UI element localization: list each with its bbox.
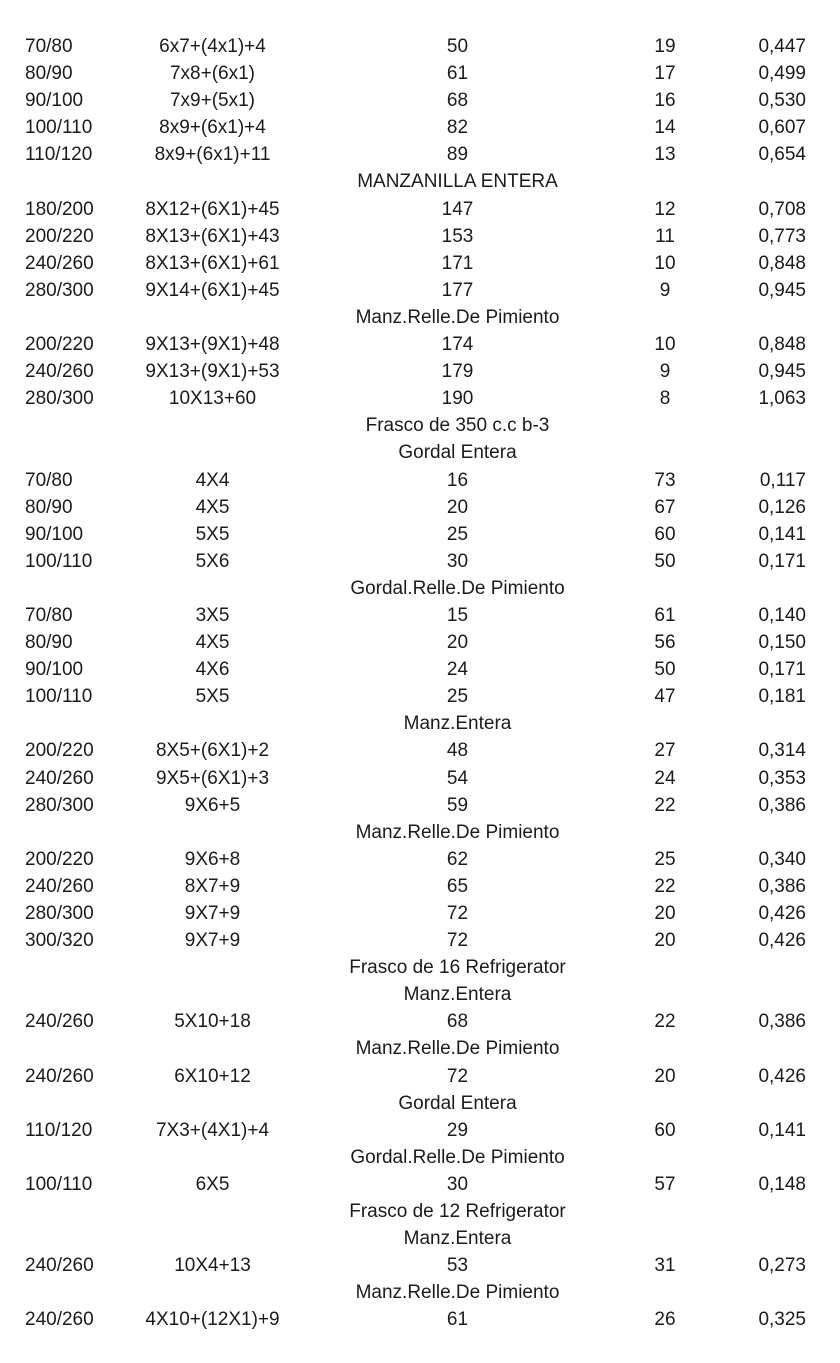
cell-units: 25 — [446, 686, 469, 708]
cell-size-range: 90/100 — [25, 659, 84, 681]
table-row — [0, 656, 806, 683]
cell-size-range: 280/300 — [25, 794, 94, 816]
cell-value: 0,117 — [759, 469, 806, 491]
cell-value: 0,654 — [758, 144, 806, 166]
table-row — [0, 60, 806, 87]
cell-count: 20 — [654, 930, 676, 952]
cell-units: 177 — [441, 279, 474, 301]
cell-value: 0,773 — [758, 225, 806, 247]
cell-units: 30 — [446, 550, 469, 572]
cell-value: 0,530 — [758, 90, 806, 112]
cell-units: 20 — [446, 496, 469, 518]
cell-units: 54 — [446, 767, 469, 789]
section-header: Manz.Relle.De Pimiento — [355, 821, 560, 843]
cell-count: 67 — [654, 496, 676, 518]
cell-size-range: 70/80 — [25, 36, 73, 57]
cell-value: 0,141 — [758, 1119, 806, 1141]
cell-units: 174 — [441, 334, 474, 356]
cell-value: 0,181 — [758, 686, 806, 708]
cell-arrangement: 9X13+(9X1)+53 — [145, 361, 280, 383]
section-header-row — [0, 1225, 806, 1252]
cell-value: 0,386 — [758, 794, 806, 816]
section-header: Frasco de 16 Refrigerator — [349, 957, 566, 979]
cell-value: 0,447 — [758, 36, 806, 57]
cell-size-range: 110/120 — [25, 1119, 93, 1141]
section-header: Manz.Relle.De Pimiento — [355, 1038, 560, 1060]
cell-units: 53 — [446, 1255, 469, 1277]
cell-count: 12 — [654, 198, 676, 220]
cell-count: 61 — [654, 604, 676, 626]
cell-arrangement: 5X6 — [195, 550, 230, 572]
cell-value: 0,171 — [758, 550, 806, 572]
cell-units: 16 — [446, 469, 469, 491]
section-header-row — [0, 1279, 806, 1306]
cell-arrangement: 4X5 — [195, 632, 230, 654]
section-header: Manz.Entera — [403, 984, 512, 1006]
table-row — [0, 602, 806, 629]
section-header-row — [0, 439, 806, 466]
cell-count: 20 — [654, 903, 676, 924]
cell-count: 10 — [654, 252, 676, 274]
cell-units: 82 — [446, 117, 469, 139]
section-header-row — [0, 1035, 806, 1062]
cell-count: 22 — [654, 794, 676, 816]
cell-count: 73 — [654, 469, 676, 491]
cell-arrangement: 9X14+(6X1)+45 — [145, 279, 280, 301]
cell-units: 72 — [446, 903, 469, 924]
cell-size-range: 240/260 — [25, 1309, 94, 1331]
cell-units: 59 — [446, 794, 469, 816]
cell-size-range: 240/260 — [25, 252, 94, 274]
section-header-row — [0, 981, 806, 1008]
cell-units: 20 — [446, 632, 469, 654]
cell-size-range: 200/220 — [25, 334, 94, 356]
section-header-row — [0, 412, 806, 439]
table-row — [0, 114, 806, 141]
cell-size-range: 200/220 — [25, 848, 94, 870]
cell-units: 50 — [446, 36, 469, 57]
cell-count: 19 — [654, 36, 676, 57]
table-row — [0, 1117, 806, 1144]
cell-units: 147 — [441, 198, 474, 220]
cell-size-range: 100/110 — [25, 1173, 93, 1195]
cell-units: 179 — [441, 361, 474, 383]
cell-value: 0,848 — [758, 334, 806, 356]
cell-count: 47 — [654, 686, 676, 708]
cell-arrangement: 5X5 — [195, 686, 230, 708]
cell-size-range: 280/300 — [25, 388, 94, 410]
cell-count: 8 — [659, 388, 671, 410]
cell-count: 27 — [654, 740, 676, 762]
cell-count: 10 — [654, 334, 676, 356]
table-row — [0, 385, 806, 412]
cell-arrangement: 5X5 — [195, 523, 230, 545]
section-header: Frasco de 350 c.c b-3 — [365, 415, 550, 437]
cell-count: 20 — [654, 1065, 676, 1087]
table-row — [0, 494, 806, 521]
section-header: Gordal Entera — [398, 442, 517, 464]
cell-count: 14 — [654, 117, 676, 139]
cell-arrangement: 3X5 — [195, 604, 230, 626]
cell-units: 25 — [446, 523, 469, 545]
cell-units: 61 — [446, 63, 469, 85]
cell-units: 15 — [446, 604, 469, 626]
cell-arrangement: 8X13+(6X1)+43 — [145, 225, 280, 247]
section-header-row — [0, 954, 806, 981]
cell-value: 0,945 — [758, 279, 806, 301]
section-header-row — [0, 710, 806, 737]
table-row — [0, 737, 806, 764]
cell-arrangement: 6x7+(4x1)+4 — [159, 36, 266, 57]
table-row — [0, 548, 806, 575]
section-header: Frasco de 12 Refrigerator — [349, 1201, 566, 1223]
cell-units: 61 — [446, 1309, 469, 1331]
cell-arrangement: 10X13+60 — [168, 388, 257, 410]
cell-count: 50 — [654, 550, 676, 572]
cell-units: 65 — [446, 875, 469, 897]
cell-value: 0,340 — [758, 848, 806, 870]
cell-arrangement: 4X4 — [195, 469, 230, 491]
cell-value: 0,426 — [758, 903, 806, 924]
table-row — [0, 927, 806, 954]
cell-size-range: 110/120 — [25, 144, 93, 166]
cell-arrangement: 9X6+5 — [184, 794, 241, 816]
section-header: Manz.Entera — [403, 1228, 512, 1250]
cell-count: 9 — [659, 279, 671, 301]
cell-value: 0,426 — [758, 1065, 806, 1087]
cell-count: 22 — [654, 875, 676, 897]
cell-arrangement: 8X12+(6X1)+45 — [145, 198, 280, 220]
cell-value: 0,140 — [758, 604, 806, 626]
table-row — [0, 683, 806, 710]
cell-arrangement: 9X7+9 — [184, 903, 241, 924]
cell-value: 0,708 — [758, 198, 806, 220]
cell-value: 0,150 — [758, 632, 806, 654]
section-header: Gordal.Relle.De Pimiento — [350, 577, 565, 599]
cell-size-range: 200/220 — [25, 225, 94, 247]
cell-size-range: 280/300 — [25, 279, 94, 301]
cell-count: 13 — [654, 144, 676, 166]
section-header: Manz.Entera — [403, 713, 512, 735]
table-row — [0, 792, 806, 819]
cell-arrangement: 8X5+(6X1)+2 — [155, 740, 270, 762]
cell-count: 22 — [654, 1011, 676, 1033]
table-row — [0, 629, 806, 656]
cell-count: 9 — [659, 361, 671, 383]
table-row — [0, 223, 806, 250]
cell-size-range: 100/110 — [25, 686, 93, 708]
cell-size-range: 240/260 — [25, 875, 94, 897]
cell-arrangement: 7X3+(4X1)+4 — [155, 1119, 270, 1141]
cell-count: 17 — [654, 63, 676, 85]
cell-value: 0,148 — [758, 1173, 806, 1195]
cell-arrangement: 9X7+9 — [184, 930, 241, 952]
table-row — [0, 765, 806, 792]
cell-size-range: 100/110 — [25, 117, 93, 139]
cell-arrangement: 8x9+(6x1)+4 — [159, 117, 266, 139]
table-row — [0, 1252, 806, 1279]
cell-arrangement: 10X4+13 — [174, 1255, 251, 1277]
cell-units: 89 — [446, 144, 469, 166]
cell-count: 24 — [654, 767, 676, 789]
cell-size-range: 240/260 — [25, 1011, 94, 1033]
cell-units: 29 — [446, 1119, 469, 1141]
cell-arrangement: 4X10+(12X1)+9 — [145, 1309, 280, 1331]
cell-value: 0,426 — [758, 930, 806, 952]
cell-size-range: 280/300 — [25, 903, 94, 924]
cell-size-range: 70/80 — [25, 604, 73, 626]
cell-count: 57 — [654, 1173, 676, 1195]
cell-value: 0,273 — [758, 1255, 806, 1277]
cell-size-range: 240/260 — [25, 1065, 94, 1087]
section-header: Gordal.Relle.De Pimiento — [350, 1146, 565, 1168]
cell-size-range: 90/100 — [25, 523, 84, 545]
cell-size-range: 90/100 — [25, 90, 84, 112]
cell-units: 171 — [441, 252, 474, 274]
cell-units: 68 — [446, 1011, 469, 1033]
table-row — [0, 33, 806, 60]
cell-value: 0,314 — [758, 740, 806, 762]
cell-units: 68 — [446, 90, 469, 112]
cell-arrangement: 6X10+12 — [174, 1065, 251, 1087]
table-row — [0, 521, 806, 548]
section-header-row — [0, 168, 806, 195]
cell-size-range: 180/200 — [25, 198, 94, 220]
table-row — [0, 900, 806, 927]
cell-arrangement: 4X6 — [195, 659, 230, 681]
cell-arrangement: 8x9+(6x1)+11 — [154, 144, 271, 166]
section-header-row — [0, 304, 806, 331]
cell-count: 60 — [654, 1119, 676, 1141]
cell-size-range: 300/320 — [25, 930, 94, 952]
cell-count: 11 — [655, 225, 675, 247]
cell-size-range: 70/80 — [25, 469, 73, 491]
cell-units: 72 — [446, 930, 469, 952]
cell-size-range: 240/260 — [25, 1255, 94, 1277]
cell-arrangement: 4X5 — [195, 496, 230, 518]
cell-units: 48 — [446, 740, 469, 762]
table-row — [0, 331, 806, 358]
cell-units: 153 — [441, 225, 474, 247]
section-header: Manz.Relle.De Pimiento — [355, 1282, 560, 1304]
table-row — [0, 196, 806, 223]
section-header: MANZANILLA ENTERA — [357, 171, 558, 193]
cell-arrangement: 9X13+(9X1)+48 — [145, 334, 280, 356]
cell-count: 31 — [654, 1255, 676, 1277]
cell-units: 30 — [446, 1173, 469, 1195]
table-row — [0, 846, 806, 873]
cell-value: 0,171 — [758, 659, 806, 681]
cell-value: 0,607 — [758, 117, 806, 139]
cell-arrangement: 9X6+8 — [184, 848, 241, 870]
cell-value: 0,848 — [758, 252, 806, 274]
cell-value: 0,325 — [758, 1309, 806, 1331]
table-row — [0, 87, 806, 114]
cell-arrangement: 7x8+(6x1) — [169, 63, 256, 85]
cell-size-range: 100/110 — [25, 550, 93, 572]
cell-arrangement: 5X10+18 — [174, 1011, 251, 1033]
cell-value: 0,499 — [758, 63, 806, 85]
cell-value: 0,126 — [758, 496, 806, 518]
section-header-row — [0, 1144, 806, 1171]
cell-units: 24 — [446, 659, 469, 681]
section-header-row — [0, 819, 806, 846]
table-row — [0, 1063, 806, 1090]
cell-value: 0,353 — [758, 767, 806, 789]
cell-size-range: 240/260 — [25, 361, 94, 383]
cell-arrangement: 6X5 — [195, 1173, 230, 1195]
cell-value: 0,386 — [758, 875, 806, 897]
cell-value: 0,945 — [758, 361, 806, 383]
cell-units: 72 — [446, 1065, 469, 1087]
table-row — [0, 1008, 806, 1035]
cell-size-range: 80/90 — [25, 632, 73, 654]
cell-units: 62 — [446, 848, 469, 870]
table-row — [0, 141, 806, 168]
section-header-row — [0, 575, 806, 602]
table-row — [0, 277, 806, 304]
cell-count: 16 — [654, 90, 676, 112]
cell-arrangement: 8X13+(6X1)+61 — [145, 252, 280, 274]
cell-value: 0,141 — [758, 523, 806, 545]
table-row — [0, 1171, 806, 1198]
table-row — [0, 1306, 806, 1333]
cell-size-range: 80/90 — [25, 496, 73, 518]
cell-size-range: 200/220 — [25, 740, 94, 762]
table-row — [0, 358, 806, 385]
cell-arrangement: 7x9+(5x1) — [169, 90, 256, 112]
cell-count: 25 — [654, 848, 676, 870]
cell-count: 60 — [654, 523, 676, 545]
cell-value: 1,063 — [758, 388, 806, 410]
section-header: Gordal Entera — [398, 1092, 517, 1114]
cell-value: 0,386 — [758, 1011, 806, 1033]
section-header-row — [0, 1198, 806, 1225]
cell-count: 26 — [654, 1309, 676, 1331]
cell-arrangement: 8X7+9 — [184, 875, 241, 897]
cell-size-range: 240/260 — [25, 767, 94, 789]
cell-arrangement: 9X5+(6X1)+3 — [155, 767, 270, 789]
table-row — [0, 873, 806, 900]
section-header: Manz.Relle.De Pimiento — [355, 306, 560, 328]
cell-count: 50 — [654, 659, 676, 681]
table-row — [0, 467, 806, 494]
cell-size-range: 80/90 — [25, 63, 73, 85]
section-header-row — [0, 1090, 806, 1117]
cell-units: 190 — [441, 388, 474, 410]
table-row — [0, 250, 806, 277]
cell-count: 56 — [654, 632, 676, 654]
